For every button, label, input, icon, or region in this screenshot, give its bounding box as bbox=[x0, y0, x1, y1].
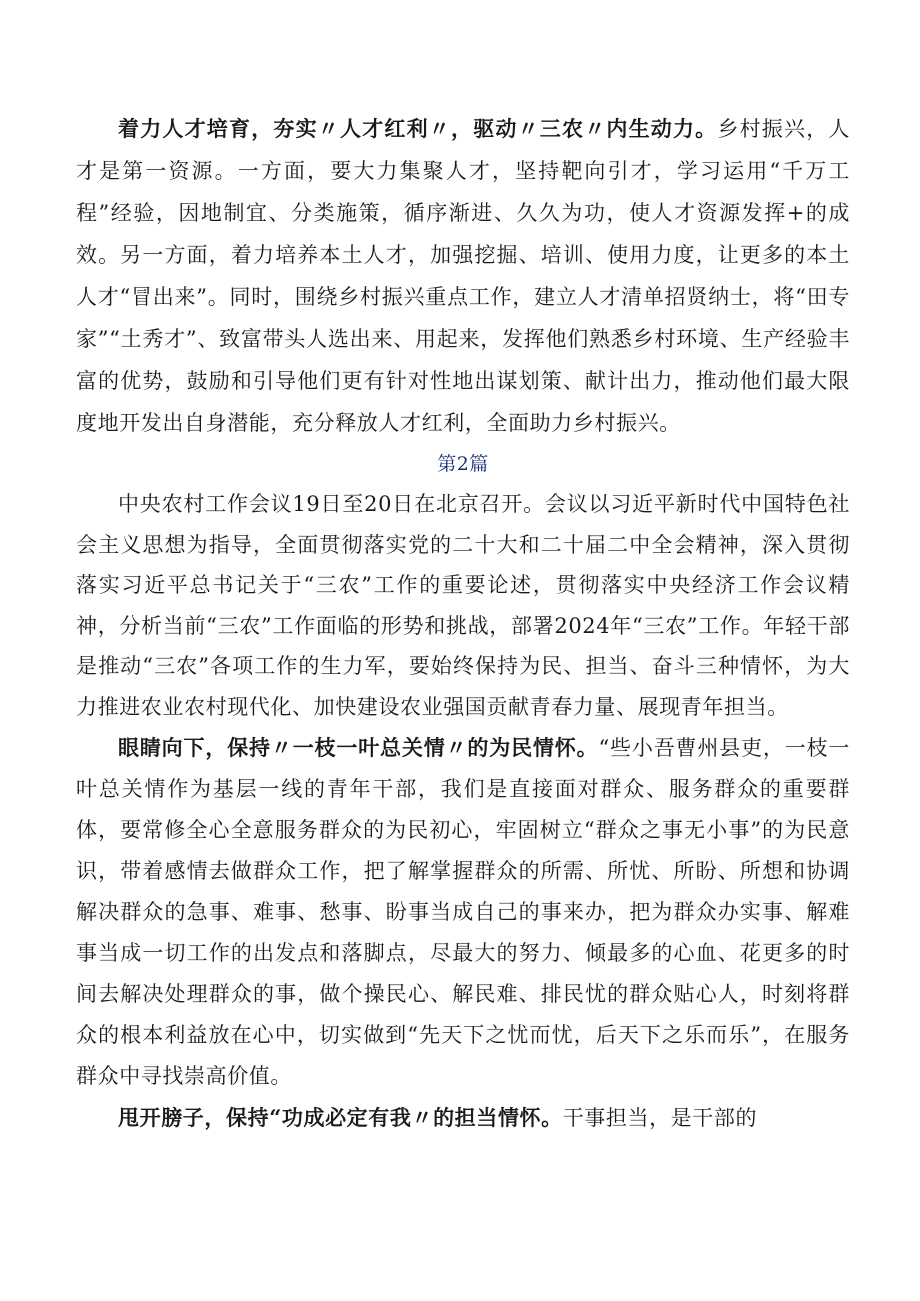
paragraph-body: 中央农村工作会议19日至20日在北京召开。会议以习近平新时代中国特色社会主义思想为指导，全面贯彻落实党的二十大和二十届二中全会精神，深入贯彻落实习近平总书记关于“三农”工作的重要论述，贯彻落实中央经济工作会议精神，分析当前“三农”工作面临的形势和挑战，部署2024年“三农”工作。年轻干部是推动“三农”各项工作的生力军，要始终保持为民、担当、奋斗三种情怀，为大力推进农业农村现代化、加快建设农业强国贡献青春力量、展现青年担当。 bbox=[76, 492, 850, 719]
paragraph-talent-cultivation bbox=[76, 108, 850, 444]
paragraph-lead: 眼睛向下，保持〃一枝一叶总关情〃的为民情怀。 bbox=[118, 735, 599, 760]
paragraph-body: 乡村振兴，人才是第一资源。一方面，要大力集聚人才，坚持靶向引才，学习运用“千万工程”经验，因地制宜、分类施策，循序渐进、久久为功，使人才资源发挥+的成效。另一方面，着力培养本土人才，加强挖掘、培训、使用力度，让更多的本土人才“冒出来”。同时，围绕乡村振兴重点工作，建立人才清单招贤纳士，将“田专家”“土秀才”、致富带头人选出来、用起来，发挥他们熟悉乡村环境、生产经验丰富的优势，鼓励和引导他们更有针对性地出谋划策、献计出力，推动他们最大限度地开发出自身潜能，充分释放人才红利，全面助力乡村振兴。 bbox=[76, 117, 850, 435]
paragraph-lead: 着力人才培育，夯实〃人才红利〃，驱动〃三农〃内生动力。 bbox=[118, 116, 718, 141]
paragraph-responsibility bbox=[76, 1097, 850, 1139]
paragraph-serve-people bbox=[76, 727, 850, 1097]
paragraph-rural-work-conference bbox=[76, 484, 850, 727]
paragraph-lead: 甩开膀子，保持“功成必定有我〃的担当情怀。 bbox=[118, 1105, 563, 1130]
paragraph-body: “些小吾曹州县吏，一枝一叶总关情作为基层一线的青年干部，我们是直接面对群众、服务群众的重要群体，要常修全心全意服务群众的为民初心，牢固树立“群众之事无小事”的为民意识，带着感情去做群众工作，把了解掌握群众的所需、所忧、所盼、所想和协调解决群众的急事、难事、愁事、盼事当成自己的事来办，把为群众办实事、解难事当成一切工作的出发点和落脚点，尽最大的努力、倾最多的心血、花更多的时间去解决处理群众的事，做个操民心、解民难、排民忧的群众贴心人，时刻将群众的根本利益放在心中，切实做到“先天下之忧而忧，后天下之乐而乐”，在服务群众中寻找崇高价值。 bbox=[76, 736, 850, 1088]
section-title: 第2篇 bbox=[437, 453, 489, 475]
document-page bbox=[76, 108, 850, 1139]
paragraph-body: 干事担当，是干部的 bbox=[562, 1106, 758, 1130]
